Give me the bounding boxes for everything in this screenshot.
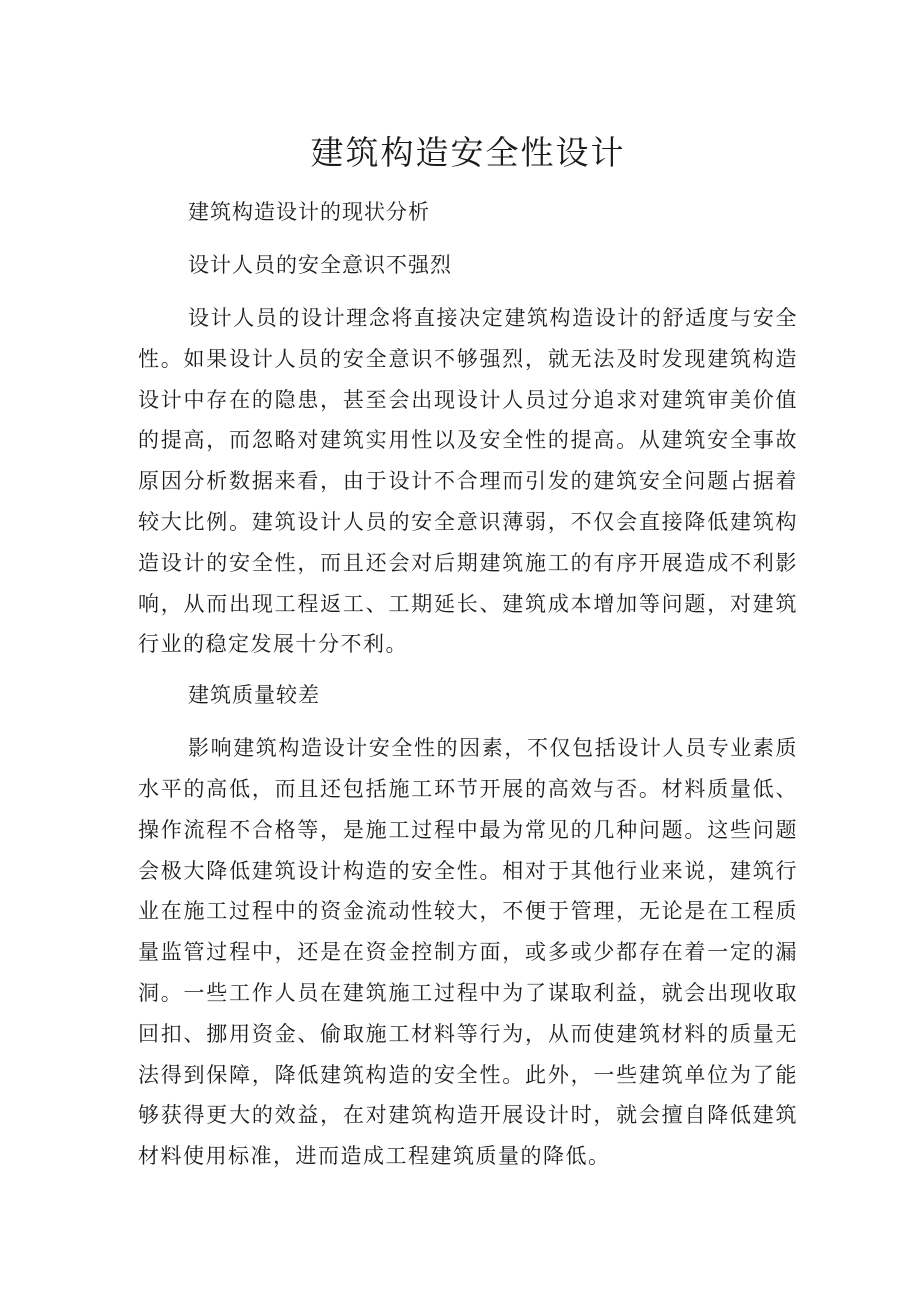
paragraph-building-quality: 影响建筑构造设计安全性的因素，不仅包括设计人员专业素质水平的高低，而且还包括施工环节开展的高效与否。材料质量低、操作流程不合格等，是施工过程中最为常见的几种问题。这些问题会极大降低建筑设计构造的安全性。相对于其他行业来说，建筑行业在施工过程中的资金流动性较大，不便于管理，无论是在工程质量监管过程中，还是在资金控制方面，或多或少都存在着一定的漏洞。一些工作人员在建筑施工过程中为了谋取利益，就会出现收取回扣、挪用资金、偷取施工材料等行为，从而使建筑材料的质量无法得到保障，降低建筑构造的安全性。此外，一些建筑单位为了能够获得更大的效益，在对建筑构造开展设计时，就会擅自降低建筑材料使用标准，进而造成工程建筑质量的降低。 — [138, 736, 798, 1169]
document-page — [138, 128, 798, 1187]
subheading-building-quality: 建筑质量较差 — [188, 683, 320, 708]
subheading-safety-awareness: 设计人员的安全意识不强烈 — [188, 253, 452, 277]
section-heading: 建筑构造设计的现状分析 — [188, 200, 430, 224]
paragraph-safety-awareness: 设计人员的设计理念将直接决定建筑构造设计的舒适度与安全性。如果设计人员的安全意识不够强烈，就无法及时发现建筑构造设计中存在的隐患，甚至会出现设计人员过分追求对建筑审美价值的提高，而忽略对建筑实用性以及安全性的提高。从建筑安全事故原因分析数据来看，由于设计不合理而引发的建筑安全问题占据着较大比例。建筑设计人员的安全意识薄弱，不仅会直接降低建筑构造设计的安全性，而且还会对后期建筑施工的有序开展造成不利影响，从而出现工程返工、工期延长、建筑成本增加等问题，对建筑行业的稳定发展十分不利。 — [138, 306, 798, 657]
document-title: 建筑构造安全性设计 — [310, 133, 626, 172]
